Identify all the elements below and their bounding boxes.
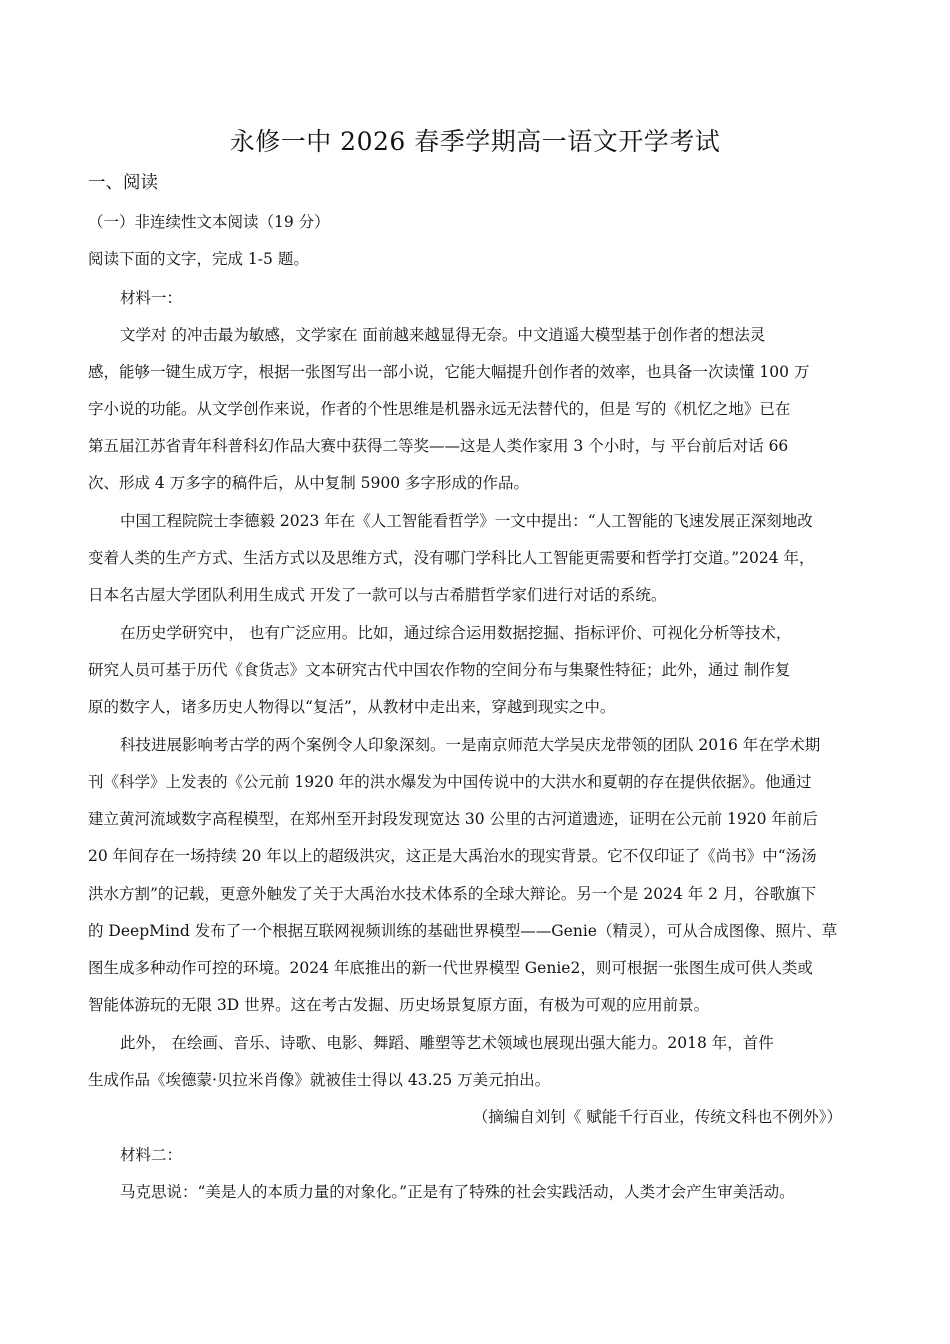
material1-p2-line: 日本名古屋大学团队利用生成式 开发了一款可以与古希腊哲学家们进行对话的系统。 bbox=[88, 586, 667, 604]
material1-p2-line: 中国工程院院士李德毅 2023 年在《人工智能看哲学》一文中提出：“人工智能的飞速发展正深刻地改 bbox=[120, 512, 813, 530]
material1-p3-line: 原的数字人，诸多历史人物得以“复活”，从教材中走出来，穿越到现实之中。 bbox=[88, 698, 616, 716]
material1-p3-line: 在历史学研究中， 也有广泛应用。比如，通过综合运用数据挖掘、指标评价、可视化分析等技术， bbox=[120, 624, 792, 642]
material1-p4-line: 智能体游玩的无限 3D 世界。这在考古发掘、历史场景复原方面，有极为可观的应用前景。 bbox=[88, 996, 710, 1014]
material1-p4-line: 建立黄河流域数字高程模型，在郑州至开封段发现宽达 30 公里的古河道遗迹，证明在公元前 1920 年前后 bbox=[88, 810, 818, 828]
section-heading: 一、阅读 bbox=[88, 173, 158, 193]
page-title: 永修一中 2026 春季学期高一语文开学考试 bbox=[229, 127, 721, 156]
material1-p1-line: 第五届江苏省青年科普科幻作品大赛中获得二等奖——这是人类作家用 3 个小时，与 平台前后对话 66 bbox=[88, 437, 789, 455]
material1-p4-line: 刊《科学》上发表的《公元前 1920 年的洪水爆发为中国传说中的大洪水和夏朝的存在提供依据》。他通过 bbox=[88, 773, 812, 791]
material1-p1-line: 感，能够一键生成万字，根据一张图写出一部小说，它能大幅提升创作者的效率，也具备一次读懂 100 万 bbox=[88, 363, 810, 381]
material1-p5-line: 此外， 在绘画、音乐、诗歌、电影、舞蹈、雕塑等艺术领域也展现出强大能力。2018 年，首件 bbox=[120, 1034, 774, 1052]
material1-p5-line: 生成作品《埃德蒙·贝拉米肖像》就被佳士得以 43.25 万美元拍出。 bbox=[88, 1071, 551, 1089]
material1-p3-line: 研究人员可基于历代《食货志》文本研究古代中国农作物的空间分布与集聚性特征；此外，通过 制作复 bbox=[88, 661, 791, 679]
material2-p1-line: 马克思说：“美是人的本质力量的对象化。”正是有了特殊的社会实践活动，人类才会产生审美活动。 bbox=[120, 1183, 795, 1201]
material1-p4-line: 洪水方割”的记载，更意外触发了关于大禹治水技术体系的全球大辩论。另一个是 2024 年 2 月，谷歌旗下 bbox=[88, 885, 816, 903]
material1-p1-line: 文学对 的冲击最为敏感，文学家在 面前越来越显得无奈。中文逍遥大模型基于创作者的想法灵 bbox=[120, 326, 766, 344]
subsection-heading: （一）非连续性文本阅读（19 分） bbox=[88, 213, 330, 231]
material1-p1-line: 次、形成 4 万多字的稿件后，从中复制 5900 多字形成的作品。 bbox=[88, 474, 530, 492]
material1-label: 材料一： bbox=[120, 289, 183, 307]
material1-source: （摘编自刘钊《 赋能千行百业，传统文科也不例外》） bbox=[472, 1108, 842, 1126]
material1-p2-line: 变着人类的生产方式、生活方式以及思维方式，没有哪门学科比人工智能更需要和哲学打交道。”2024 年， bbox=[88, 549, 815, 567]
material2-label: 材料二： bbox=[120, 1146, 183, 1164]
material1-p1-line: 字小说的功能。从文学创作来说，作者的个性思维是机器永远无法替代的，但是 写的《机忆之地》已在 bbox=[88, 400, 791, 418]
material1-p4-line: 图生成多种动作可控的环境。2024 年底推出的新一代世界模型 Genie2，则可根据一张图生成可供人类或 bbox=[88, 959, 813, 977]
instruction-text: 阅读下面的文字，完成 1-5 题。 bbox=[88, 250, 309, 268]
material1-p4-line: 的 DeepMind 发布了一个根据互联网视频训练的基础世界模型——Genie（精灵），可从合成图像、照片、草 bbox=[88, 922, 838, 940]
material1-p4-line: 20 年间存在一场持续 20 年以上的超级洪灾，这正是大禹治水的现实背景。它不仅印证了《尚书》中“汤汤 bbox=[88, 847, 817, 865]
material1-p4-line: 科技进展影响考古学的两个案例令人印象深刻。一是南京师范大学吴庆龙带领的团队 2016 年在学术期 bbox=[120, 736, 821, 754]
